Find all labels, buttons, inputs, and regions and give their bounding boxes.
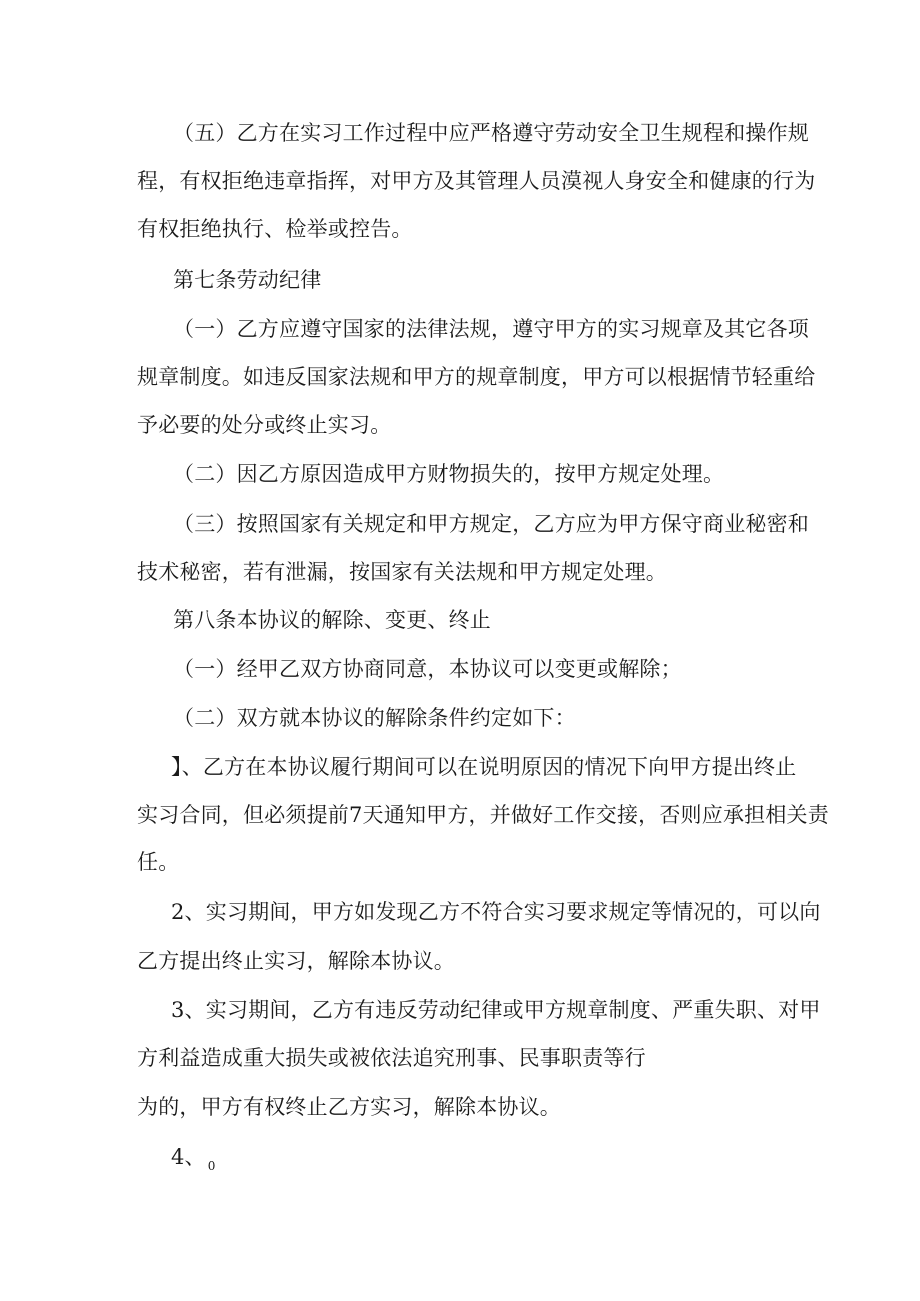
- clause-3-line-3: 为的，甲方有权终止乙方实习，解除本协议。: [137, 1095, 561, 1119]
- clause-1-line-3: 任。: [137, 850, 180, 874]
- paragraph-5-line-2: 程，有权拒绝违章指挥，对甲方及其管理人员漠视人身安全和健康的行为: [137, 169, 816, 193]
- clause-2-line-1: 2、实习期间，甲方如发现乙方不符合实习要求规定等情况的，可以向: [171, 900, 821, 924]
- article-8-heading: 第八条本协议的解除、变更、终止: [173, 608, 491, 632]
- article-8-item-1: （一）经甲乙双方协商同意，本协议可以变更或解除；: [173, 657, 682, 681]
- paragraph-5-line-1: （五）乙方在实习工作过程中应严格遵守劳动安全卫生规程和操作规: [173, 121, 809, 145]
- article-8-item-2: （二）双方就本协议的解除条件约定如下：: [173, 706, 576, 730]
- clause-1-line-2: 实习合同，但必须提前7天通知甲方，并做好工作交接，否则应承担相关责: [137, 803, 829, 827]
- article-7-item-1-line-2: 规章制度。如违反国家法规和甲方的规章制度，甲方可以根据情节轻重给: [137, 365, 816, 389]
- article-7-item-3-line-2: 技术秘密，若有泄漏，按国家有关法规和甲方规定处理。: [137, 560, 667, 584]
- clause-1-line-1: 】、乙方在本协议履行期间可以在说明原因的情况下向甲方提出终止: [171, 755, 797, 779]
- clause-4-number: 4、: [171, 1145, 206, 1169]
- clause-4: [171, 1142, 216, 1181]
- paragraph-5-line-3: 有权拒绝执行、检举或控告。: [137, 217, 413, 241]
- article-7-item-1-line-1: （一）乙方应遵守国家的法律法规，遵守甲方的实习规章及其它各项: [173, 317, 809, 341]
- article-7-item-3-line-1: （三）按照国家有关规定和甲方规定，乙方应为甲方保守商业秘密和: [173, 512, 809, 536]
- clause-2-line-2: 乙方提出终止实习，解除本协议。: [137, 949, 455, 973]
- article-7-item-1-line-3: 予必要的处分或终止实习。: [137, 413, 392, 437]
- clause-3-line-1: 3、实习期间，乙方有违反劳动纪律或甲方规章制度、严重失职、对甲: [171, 998, 821, 1022]
- article-7-item-2: （二）因乙方原因造成甲方财物损失的，按甲方规定处理。: [173, 462, 725, 486]
- clause-4-subscript: 0: [207, 1159, 216, 1173]
- article-7-heading: 第七条劳动纪律: [173, 268, 322, 292]
- clause-3-line-2: 方利益造成重大损失或被依法追究刑事、民事职责等行: [137, 1046, 646, 1070]
